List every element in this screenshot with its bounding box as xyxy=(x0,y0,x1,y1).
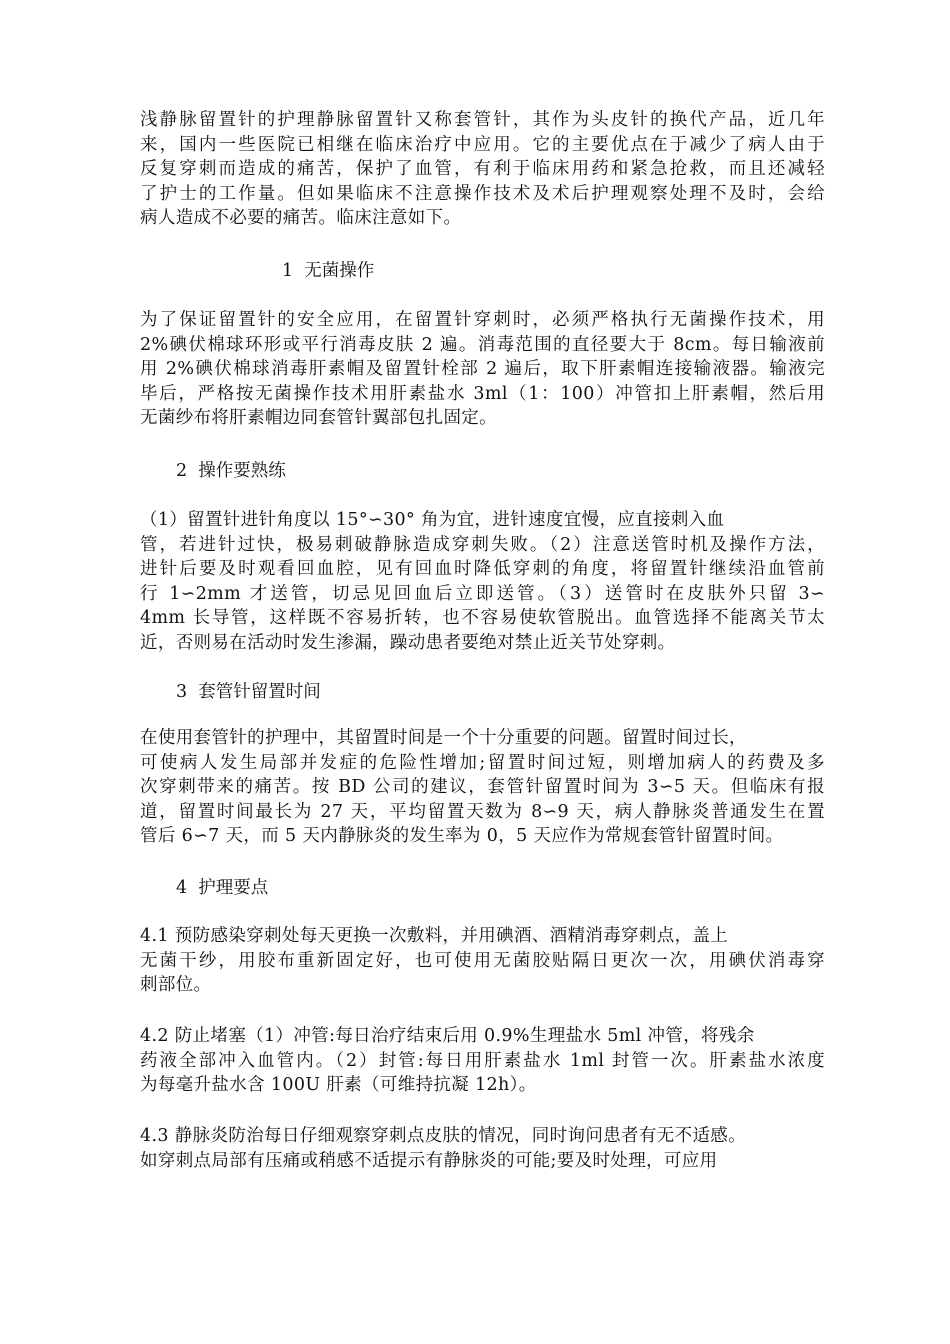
text-line: 为了保证留置针的安全应用，在留置针穿刺时，必须严格执行无菌操作技术，用 xyxy=(140,310,825,330)
text-line: 无菌纱布将肝素帽边同套管针翼部包扎固定。 xyxy=(140,408,497,428)
text-line: （1）留置针进针角度以 15°∽30° 角为宜，进针速度宜慢，应直接刺入血 xyxy=(140,510,725,530)
text-line: 道，留置时间最长为 27 天，平均留置天数为 8∽9 天，病人静脉炎普通发生在置 xyxy=(140,801,825,822)
section-heading-2: 2 操作要熟练 xyxy=(176,461,286,481)
section-1-paragraph xyxy=(140,308,825,431)
text-line: 4mm 长导管，这样既不容易折转，也不容易使软管脱出。血管选择不能离关节太 xyxy=(140,608,825,628)
text-line: 4.1 预防感染穿刺处每天更换一次敷料，并用碘酒、酒精消毒穿刺点，盖上 xyxy=(140,926,729,946)
text-line: 来，国内一些医院已相继在临床治疗中应用。它的主要优点在于减少了病人由于 xyxy=(140,134,825,155)
text-line: 如穿刺点局部有压痛或稍感不适提示有静脉炎的可能;要及时处理，可应用 xyxy=(140,1150,718,1171)
section-heading-1: 1 无菌操作 xyxy=(282,261,375,281)
text-line: 毕后，严格按无菌操作技术用肝素盐水 3ml（1：100）冲管扣上肝素帽，然后用 xyxy=(140,383,825,404)
text-line: 4.3 静脉炎防治每日仔细观察穿刺点皮肤的情况，同时询问患者有无不适感。 xyxy=(140,1126,746,1146)
text-line: 用 2%碘伏棉球消毒肝素帽及留置针栓部 2 遍后，取下肝素帽连接输液器。输液完 xyxy=(140,359,825,379)
section-4-paragraph-1 xyxy=(140,924,825,998)
text-line: 管后 6∽7 天，而 5 天内静脉炎的发生率为 0，5 天应作为常规套管针留置时间。 xyxy=(140,826,784,846)
section-3-paragraph xyxy=(140,726,825,849)
section-4-paragraph-3 xyxy=(140,1124,825,1173)
text-line: 反复穿刺而造成的痛苦，保护了血管，有利于临床用药和紧急抢救，而且还减轻 xyxy=(140,159,825,179)
text-line: 进针后要及时观看回血腔，见有回血时降低穿刺的角度，将留置针继续沿血管前 xyxy=(140,559,825,579)
text-line: 近，否则易在活动时发生渗漏，躁动患者要绝对禁止近关节处穿刺。 xyxy=(140,632,676,653)
text-line: 为每毫升盐水含 100U 肝素（可维持抗凝 12h）。 xyxy=(140,1075,537,1095)
section-heading-4: 4 护理要点 xyxy=(176,878,269,898)
text-line: 刺部位。 xyxy=(140,975,212,995)
text-line: 2%碘伏棉球环形或平行消毒皮肤 2 遍。消毒范围的直径要大于 8cm。每日输液前 xyxy=(140,334,825,355)
text-line: 可使病人发生局部并发症的危险性增加;留置时间过短，则增加病人的药费及多 xyxy=(140,752,825,773)
text-line: 病人造成不必要的痛苦。临床注意如下。 xyxy=(140,208,462,228)
text-line: 4.2 防止堵塞（1）冲管:每日治疗结束后用 0.9%生理盐水 5ml 冲管，将残余 xyxy=(140,1026,755,1046)
text-line: 在使用套管针的护理中，其留置时间是一个十分重要的问题。留置时间过长， xyxy=(140,728,747,748)
text-line: 了护士的工作量。但如果临床不注意操作技术及术后护理观察处理不及时，会给 xyxy=(140,183,825,204)
text-line: 管，若进针过快，极易刺破静脉造成穿刺失败。（2）注意送管时机及操作方法， xyxy=(140,534,825,555)
section-2-paragraph xyxy=(140,508,825,655)
text-line: 药液全部冲入血管内。（2）封管:每日用肝素盐水 1ml 封管一次。肝素盐水浓度 xyxy=(140,1050,825,1071)
section-4-paragraph-2 xyxy=(140,1024,825,1098)
intro-paragraph xyxy=(140,108,825,231)
text-line: 浅静脉留置针的护理静脉留置针又称套管针，其作为头皮针的换代产品，近几年 xyxy=(140,110,825,130)
text-line: 次穿刺带来的痛苦。按 BD 公司的建议，套管针留置时间为 3∽5 天。但临床有报 xyxy=(140,777,825,797)
text-line: 行 1∽2mm 才送管，切忌见回血后立即送管。（3）送管时在皮肤外只留 3∽ xyxy=(140,583,825,604)
section-heading-3: 3 套管针留置时间 xyxy=(176,682,321,702)
text-line: 无菌干纱，用胶布重新固定好，也可使用无菌胶贴隔日更次一次，用碘伏消毒穿 xyxy=(140,950,825,971)
